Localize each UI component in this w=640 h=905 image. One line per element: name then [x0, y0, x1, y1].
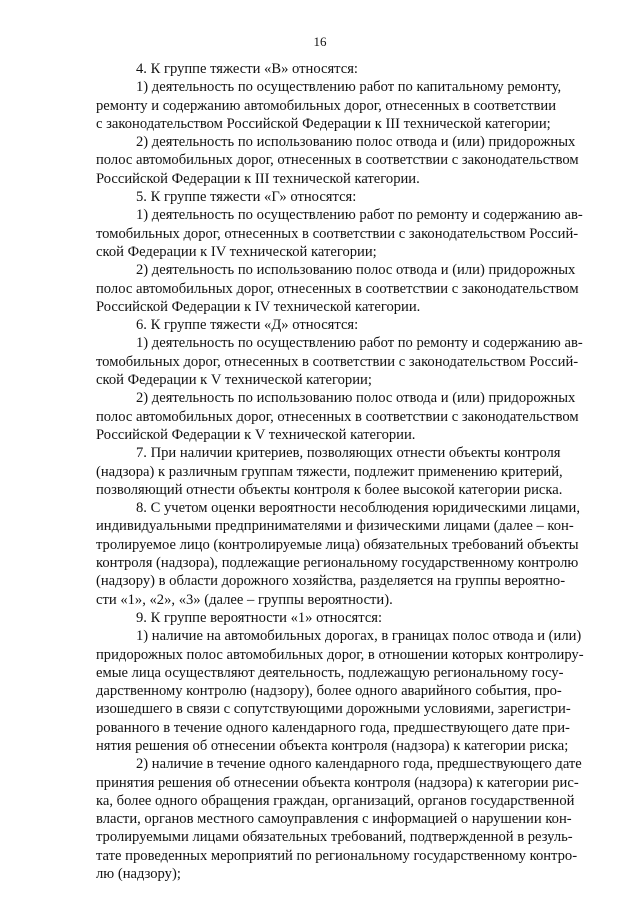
paragraph-group-g-item-1: 1) деятельность по осуществлению работ по ремонту и содержанию ав- томобильных дорог, отнесенных в соответствии с законодательством Россий- ской Федерации к IV технической категории; [96, 207, 583, 260]
paragraph-probability-1-item-2: 2) наличие в течение одного календарного года, предшествующего дате принятия решения об отнесении объекта контроля (надзора) к категории рис- ка, более одного обращения граждан, организаций, органов государственной власти, органов местного самоуправления с информацией о нарушении кон- тролируемыми лицами обязательных требований, подтвержденной в резуль- тате проведенных мероприятий по региональному государственному контро- лю (надзору); [96, 756, 582, 883]
paragraph-probability-1-heading: 9. К группе вероятности «1» относятся: [136, 609, 383, 626]
paragraph-clause-7: 7. При наличии критериев, позволяющих отнести объекты контроля (надзора) к различным группам тяжести, подлежит применению критерий, позволяющий отнести объекты контроля к более высокой категории риска. [96, 445, 563, 498]
paragraph-group-d-item-2: 2) деятельность по использованию полос отвода и (или) придорожных полос автомобильных дорог, отнесенных в соответствии с законодательством Российской Федерации к V технической категории. [96, 390, 579, 443]
paragraph-group-v-item-2: 2) деятельность по использованию полос отвода и (или) придорожных полос автомобильных дорог, отнесенных в соответствии с законодательством Российской Федерации к III технической категории. [96, 134, 579, 187]
paragraph-group-d-item-1: 1) деятельность по осуществлению работ по ремонту и содержанию ав- томобильных дорог, отнесенных в соответствии с законодательством Россий- ской Федерации к V технической категории; [96, 335, 583, 389]
paragraph-group-v-item-1: 1) деятельность по осуществлению работ по капитальному ремонту, ремонту и содержанию автомобильных дорог, отнесенных в соответствии с законодательством Российской Федерации к III технической категории; [96, 79, 562, 132]
paragraph-probability-1-item-1: 1) наличие на автомобильных дорогах, в границах полос отвода и (или) придорожных полос автомобильных дорог, в отношении которых контролиру- емые лица осуществляют деятельность, подлежащую региональному госу- дарственному контролю (надзору), более одного аварийного события, про- изошедшего в связи с сопутствующими дорожными условиями, зарегистри- рованного в течение одного календарного года, предшествующего дате при- нятия решения об отнесении объекта контроля (надзора) к категории риска; [96, 628, 584, 754]
page-number: 16 [313, 34, 327, 49]
paragraph-group-g-item-2: 2) деятельность по использованию полос отвода и (или) придорожных полос автомобильных дорог, отнесенных в соответствии с законодательством Российской Федерации к IV технической категории. [96, 262, 579, 315]
paragraph-group-g-heading: 5. К группе тяжести «Г» относятся: [136, 189, 357, 206]
document-body [96, 60, 610, 883]
paragraph-group-v-heading: 4. К группе тяжести «В» относятся: [136, 61, 358, 77]
paragraph-clause-8: 8. С учетом оценки вероятности несоблюдения юридическими лицами, индивидуальными предпринимателями и физическими лицами (далее – кон- тролируемое лицо (контролируемые лица) обязательных требований объекты контроля (надзора), подлежащие региональному государственному контролю (надзору) в области дорожного хозяйства, разделяется на группы вероятно- сти «1», «2», «3» (далее – группы вероятности). [96, 500, 580, 608]
paragraph-group-d-heading: 6. К группе тяжести «Д» относятся: [136, 317, 359, 334]
